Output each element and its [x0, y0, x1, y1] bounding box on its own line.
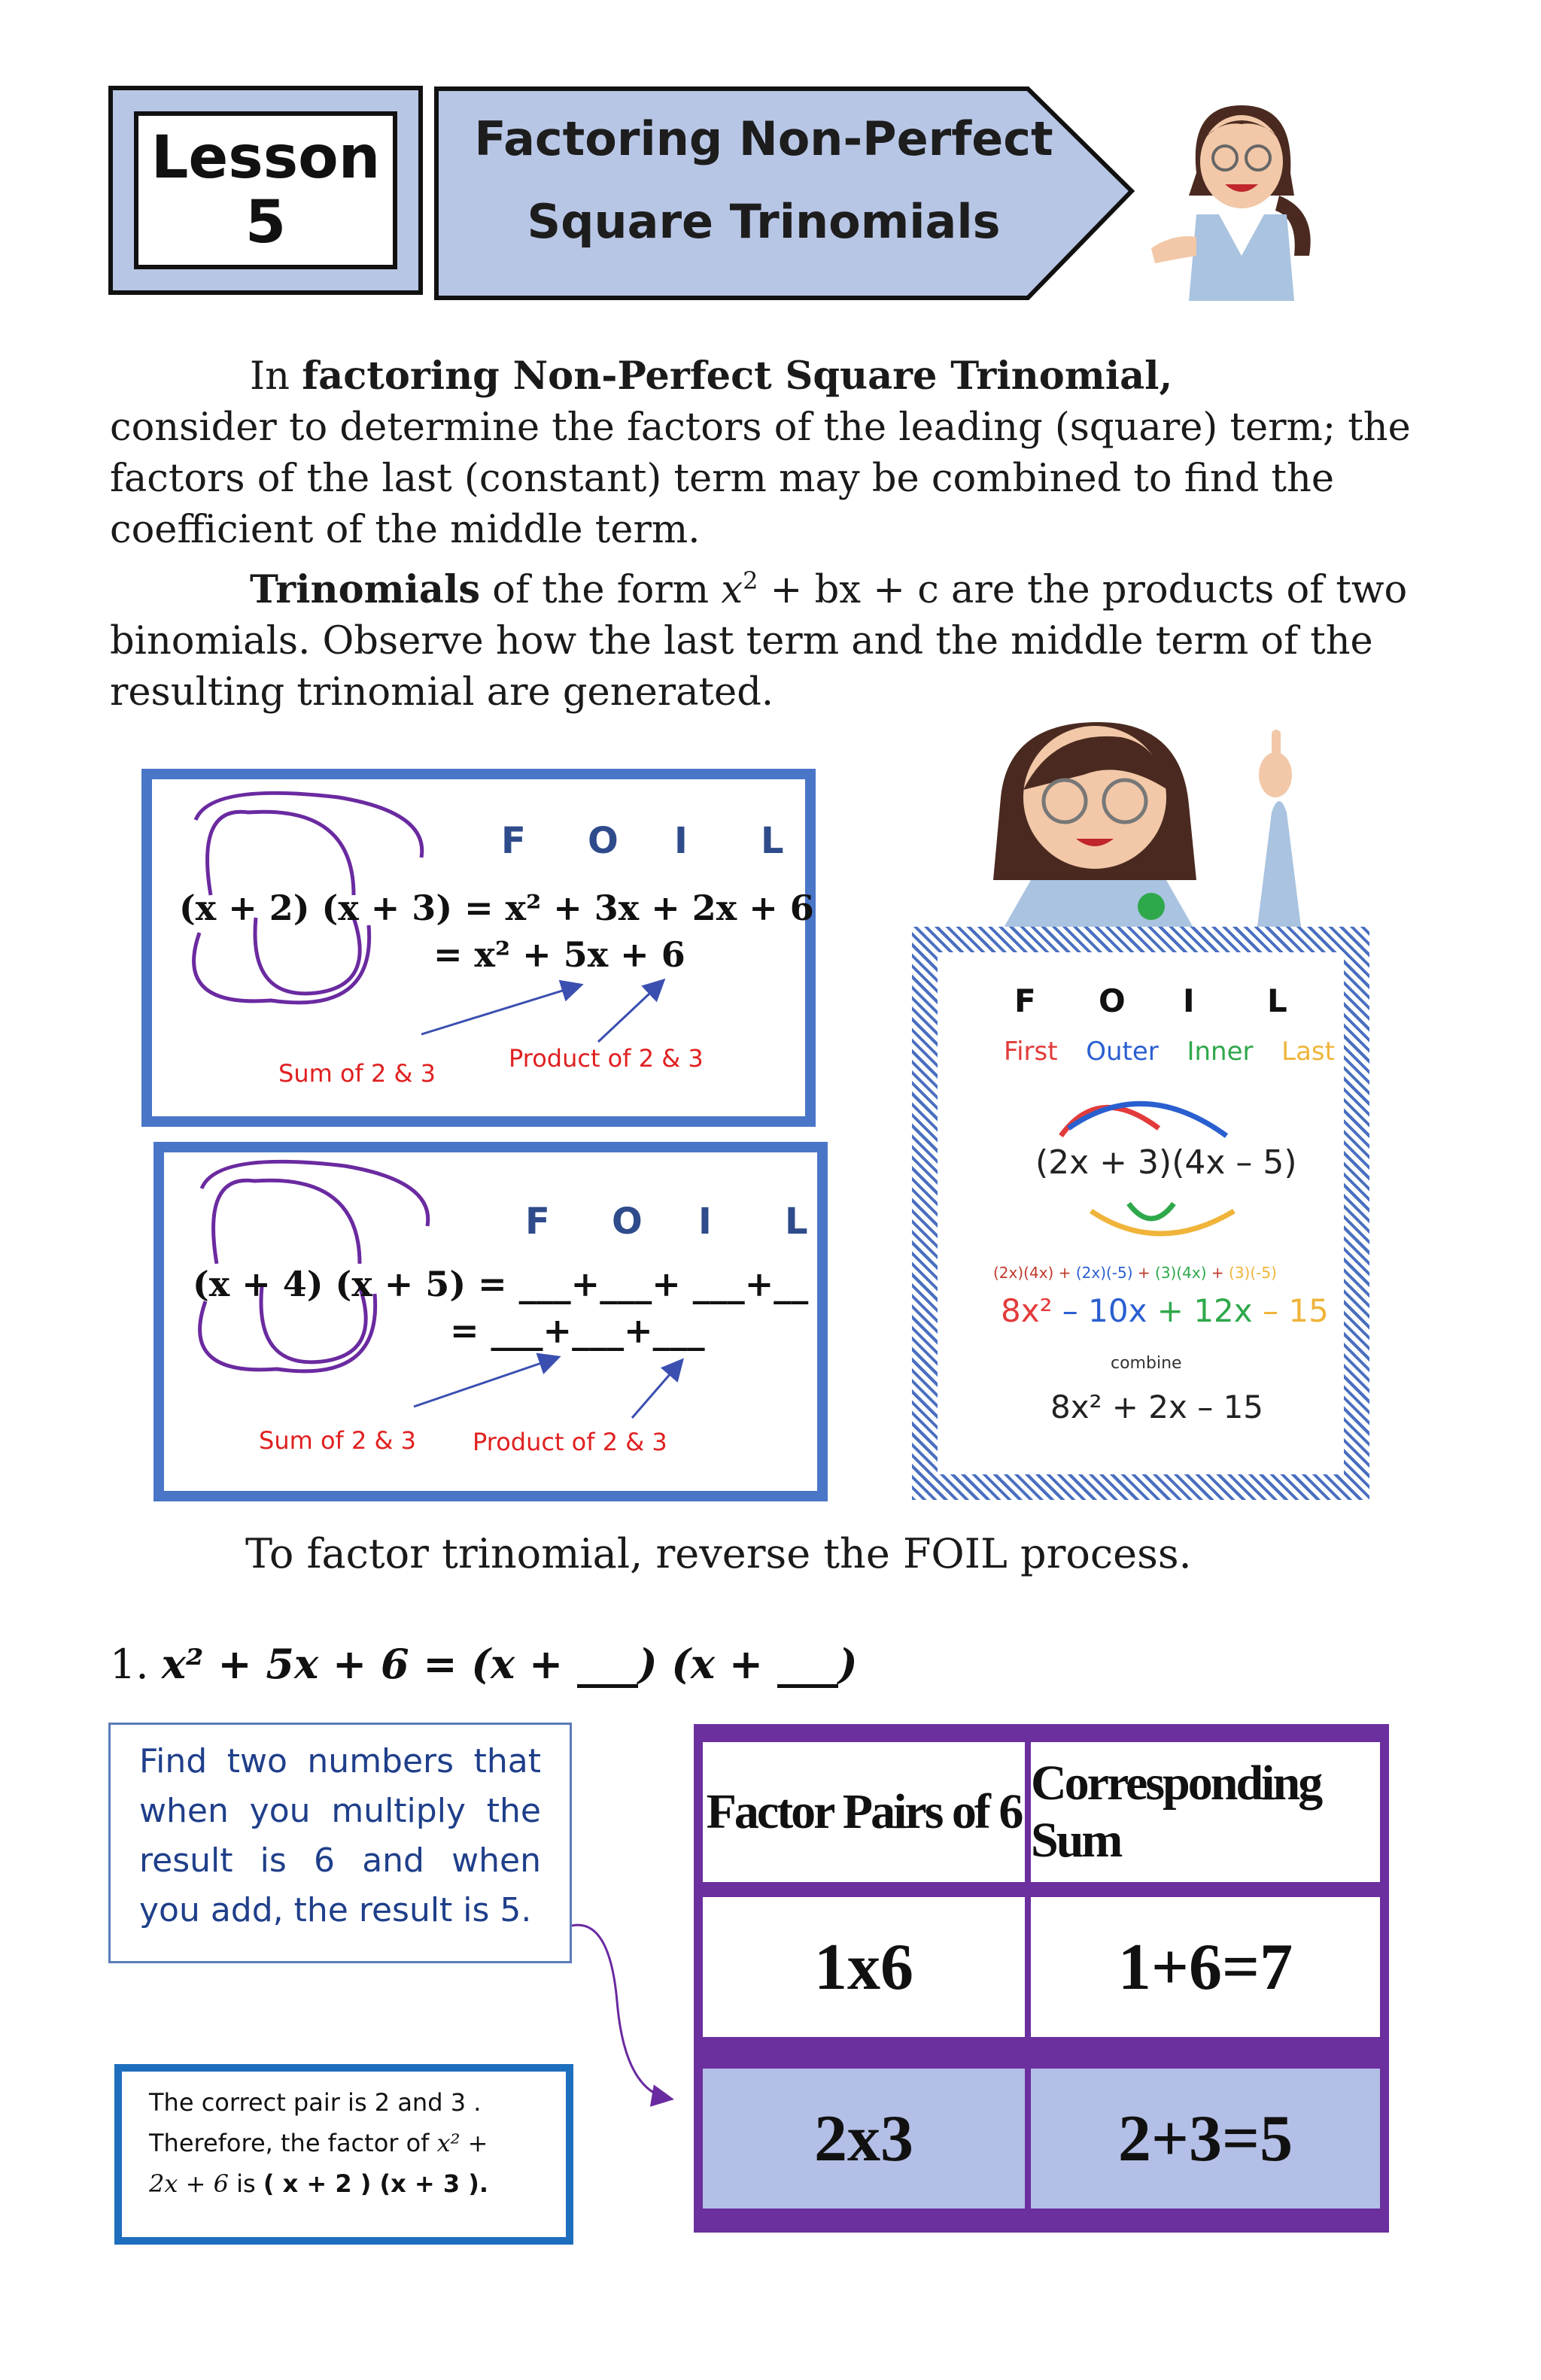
- foil1-equation-line-2: = x² + 5x + 6: [433, 934, 685, 975]
- correct-line-3-math: 2x + 6: [149, 2169, 229, 2198]
- p2-b: + bx + c are the products of two: [758, 568, 1408, 612]
- p1-lead: In: [250, 354, 302, 399]
- poster-products: [993, 1264, 1277, 1282]
- lesson-number: 5: [245, 189, 287, 257]
- intro-paragraph-1: [110, 351, 1449, 556]
- p2-line-3: resulting trinomial are generated.: [110, 670, 774, 715]
- poster-letter-o: O: [1099, 982, 1126, 1019]
- foil2-arrows: [406, 1346, 707, 1429]
- correct-line-2-math: x² +: [436, 2129, 488, 2157]
- foil1-product-label: Product of 2 & 3: [509, 1044, 704, 1073]
- problem-1: [110, 1640, 858, 1688]
- foil2-equation-line-1: (x + 4) (x + 5) = ___+___+ ___+__: [193, 1264, 809, 1304]
- poster-expression: (2x + 3)(4x – 5): [1035, 1143, 1297, 1182]
- p2-line-2: binomials. Observe how the last term and the middle term of the: [110, 619, 1373, 663]
- correct-line-3b: is: [228, 2169, 263, 2198]
- foil2-sum-label: Sum of 2 & 3: [259, 1426, 416, 1455]
- poster-words: [1004, 1037, 1335, 1067]
- p1-bold: factoring Non-Perfect Square Trinomial,: [302, 354, 1173, 399]
- poster-terms: [1001, 1292, 1329, 1329]
- foil2-letter-i: I: [698, 1201, 712, 1243]
- factor-pairs-table: [694, 1724, 1389, 2233]
- poster-term-1: 8x²: [1001, 1292, 1053, 1329]
- p1-line-2: consider to determine the factors of the leading (square) term; the: [110, 405, 1411, 450]
- foil1-sum-label: Sum of 2 & 3: [278, 1059, 436, 1088]
- poster-term-2: – 10x: [1062, 1292, 1147, 1329]
- foil1-letter-i: I: [674, 820, 688, 862]
- title-line-1: Factoring Non-Perfect: [474, 111, 1053, 166]
- poster-letter-f: F: [1014, 982, 1036, 1019]
- intro-paragraph-2: [110, 555, 1449, 718]
- problem-equation: x² + 5x + 6 = (x + ___) (x + ___): [161, 1640, 858, 1688]
- foil-letters-1: [501, 820, 847, 862]
- table-row-2-sum: 2+3=5: [1031, 2069, 1380, 2208]
- poster-plus-1: +: [1058, 1264, 1071, 1282]
- poster-letter-l: L: [1267, 982, 1287, 1019]
- p1-line-4: coefficient of the middle term.: [110, 508, 701, 552]
- poster-letter-i: I: [1183, 982, 1195, 1019]
- table-row-1-pair: 1x6: [703, 1897, 1025, 2037]
- foil1-letter-f: F: [501, 820, 526, 862]
- lesson-number-box: [134, 111, 397, 269]
- poster-word-last: Last: [1281, 1037, 1335, 1067]
- poster-product-4: (3)(-5): [1229, 1264, 1277, 1282]
- poster-word-inner: Inner: [1187, 1037, 1254, 1067]
- p2-bold: Trinomials: [250, 567, 481, 612]
- poster-product-2: (2x)(-5): [1075, 1264, 1133, 1282]
- find-numbers-box: Find two numbers that when you multiply the result is 6 and when you add, the result is 5.: [108, 1723, 572, 1963]
- foil2-letter-o: O: [612, 1201, 643, 1243]
- p2-math: x: [721, 568, 743, 612]
- p2-a: of the form: [480, 568, 722, 612]
- correct-answer: ( x + 2 ) (x + 3 ).: [263, 2169, 489, 2198]
- poster-combine: combine: [1111, 1354, 1182, 1373]
- p1-line-3: factors of the last (constant) term may be combined to find the: [110, 457, 1335, 501]
- poster-plus-2: +: [1137, 1264, 1150, 1282]
- foil2-product-label: Product of 2 & 3: [473, 1428, 667, 1456]
- poster-product-1: (2x)(4x): [993, 1264, 1054, 1282]
- lesson-title: [451, 98, 1076, 263]
- table-header-factor-pairs: Factor Pairs of 6: [703, 1742, 1025, 1882]
- poster-plus-3: +: [1211, 1264, 1224, 1282]
- table-row-1-sum: 1+6=7: [1031, 1897, 1380, 2037]
- table-header-corresponding-sum: Corresponding Sum: [1031, 1742, 1380, 1882]
- title-line-2: Square Trinomials: [527, 194, 1001, 249]
- poster-letters: [1014, 982, 1351, 1019]
- lesson-word: Lesson: [150, 124, 381, 192]
- foil1-letter-o: O: [588, 820, 619, 862]
- poster-term-3: + 12x: [1157, 1292, 1253, 1329]
- foil-letters-2: [525, 1201, 871, 1243]
- foil2-letter-l: L: [785, 1201, 808, 1243]
- foil2-letter-f: F: [525, 1201, 550, 1243]
- correct-pair-box: [114, 2064, 573, 2245]
- poster-result: 8x² + 2x – 15: [1050, 1389, 1264, 1425]
- correct-line-2a: Therefore, the factor of: [149, 2129, 437, 2157]
- problem-number: 1.: [110, 1641, 149, 1688]
- poster-word-outer: Outer: [1086, 1037, 1159, 1067]
- p2-sup: 2: [743, 566, 758, 595]
- table-row-2-pair: 2x3: [703, 2069, 1025, 2208]
- reverse-foil-text: To factor trinomial, reverse the FOIL process.: [245, 1530, 1192, 1577]
- foil1-arrows: [406, 970, 692, 1053]
- foil2-equation-line-2: = ___+___+___: [450, 1310, 705, 1351]
- curved-arrow: [557, 1911, 685, 2129]
- poster-product-3: (3)(4x): [1155, 1264, 1207, 1282]
- poster-term-4: – 15: [1263, 1292, 1329, 1329]
- teacher-avatar-icon: [1144, 83, 1324, 301]
- foil1-equation-line-1: (x + 2) (x + 3) = x² + 3x + 2x + 6: [179, 888, 814, 928]
- teacher-pointing-icon: [971, 707, 1332, 933]
- correct-line-1: The correct pair is 2 and 3 .: [149, 2088, 482, 2117]
- poster-word-first: First: [1004, 1037, 1058, 1067]
- foil1-letter-l: L: [761, 820, 784, 862]
